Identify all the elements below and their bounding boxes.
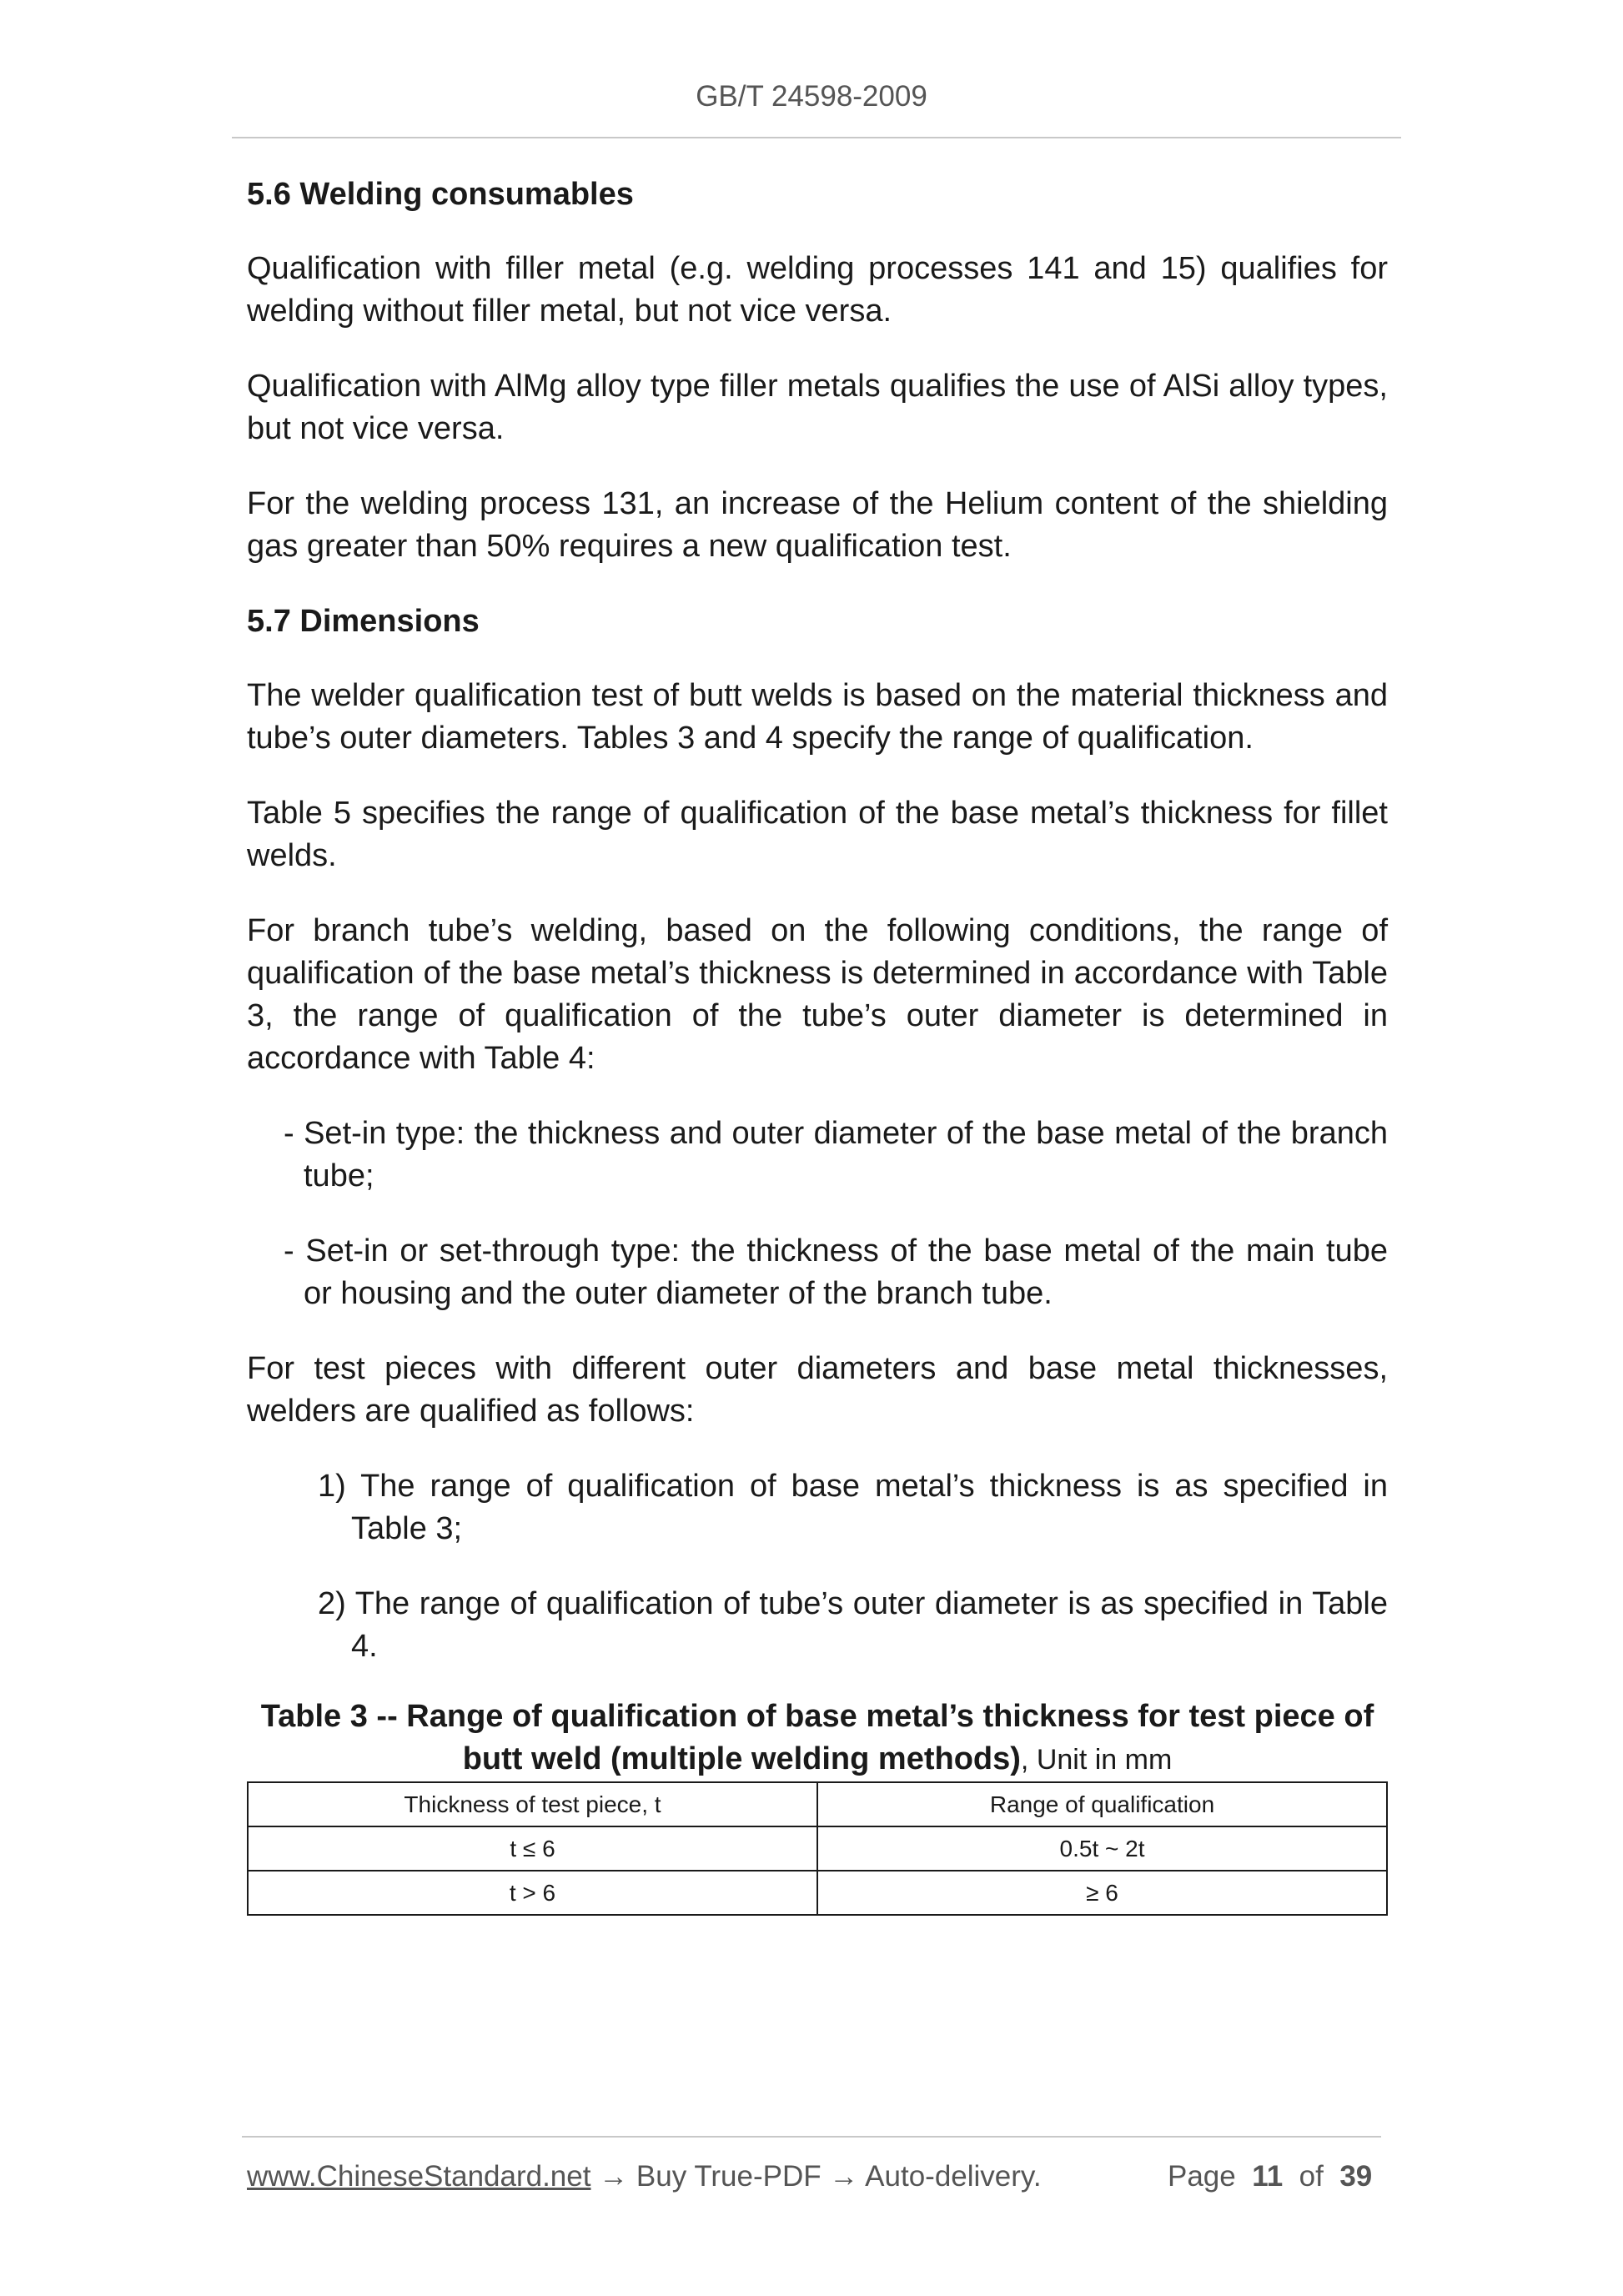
header-divider	[232, 137, 1401, 138]
table-header-cell: Range of qualification	[817, 1782, 1387, 1826]
footer-divider	[242, 2136, 1381, 2138]
table-header-cell: Thickness of test piece, t	[248, 1782, 817, 1826]
paragraph: The welder qualification test of butt welds is based on the material thickness and tube’s outer diameters. Tables 3 and 4 specify the range of qualification.	[247, 678, 1388, 756]
table-3-title: Table 3 -- Range of qualification of base metal’s thickness for test piece of butt weld (multiple welding methods)	[260, 1699, 1374, 1776]
page-content	[247, 173, 1388, 1916]
table-3	[247, 1781, 1388, 1916]
section-heading-5-6: 5.6 Welding consumables	[247, 177, 634, 212]
table-cell: ≥ 6	[817, 1871, 1387, 1915]
page-label: Page	[1168, 2160, 1236, 2193]
paragraph: Table 5 specifies the range of qualification of the base metal’s thickness for fillet welds.	[247, 796, 1388, 873]
numbered-list-item: 2) The range of qualification of tube’s outer diameter is as specified in Table 4.	[318, 1586, 1388, 1664]
page-indicator	[1168, 2160, 1372, 2193]
dash-list-item: - Set-in type: the thickness and outer diameter of the base metal of the branch tube;	[284, 1116, 1388, 1193]
numbered-list-item: 1) The range of qualification of base metal’s thickness is as specified in Table 3;	[318, 1469, 1388, 1546]
page-total: 39	[1339, 2160, 1373, 2193]
document-id-header: GB/T 24598-2009	[696, 80, 927, 113]
section-heading-5-7: 5.7 Dimensions	[247, 604, 480, 639]
page-number: 11	[1252, 2160, 1284, 2193]
footer-promo-text: → Buy True-PDF → Auto-delivery.	[590, 2160, 1042, 2193]
table-row	[248, 1826, 1387, 1871]
dash-list-item: - Set-in or set-through type: the thickness of the base metal of the main tube or housing and the outer diameter of the branch tube.	[284, 1233, 1388, 1311]
paragraph: For branch tube’s welding, based on the following conditions, the range of qualification of the base metal’s thickness is determined in accordance with Table 3, the range of qualification of the tube’s outer diameter is determined in accordance with Table 4:	[247, 913, 1388, 1076]
website-link[interactable]: www.ChineseStandard.net	[247, 2160, 591, 2193]
paragraph: Qualification with AlMg alloy type filler metals qualifies the use of AlSi alloy types, but not vice versa.	[247, 369, 1388, 446]
table-cell: t ≤ 6	[248, 1826, 817, 1871]
footer-promo	[247, 2160, 1042, 2193]
paragraph: Qualification with filler metal (e.g. welding processes 141 and 15) qualifies for welding without filler metal, but not vice versa.	[247, 251, 1388, 329]
table-header-row	[248, 1782, 1387, 1826]
paragraph: For test pieces with different outer diameters and base metal thicknesses, welders are qualified as follows:	[247, 1351, 1388, 1429]
table-3-unit: , Unit in mm	[1020, 1744, 1173, 1776]
table-row	[248, 1871, 1387, 1915]
paragraph: For the welding process 131, an increase of the Helium content of the shielding gas greater than 50% requires a new qualification test.	[247, 486, 1388, 564]
table-3-caption	[247, 1696, 1388, 1781]
of-label: of	[1299, 2160, 1324, 2193]
table-cell: t > 6	[248, 1871, 817, 1915]
table-cell: 0.5t ~ 2t	[817, 1826, 1387, 1871]
